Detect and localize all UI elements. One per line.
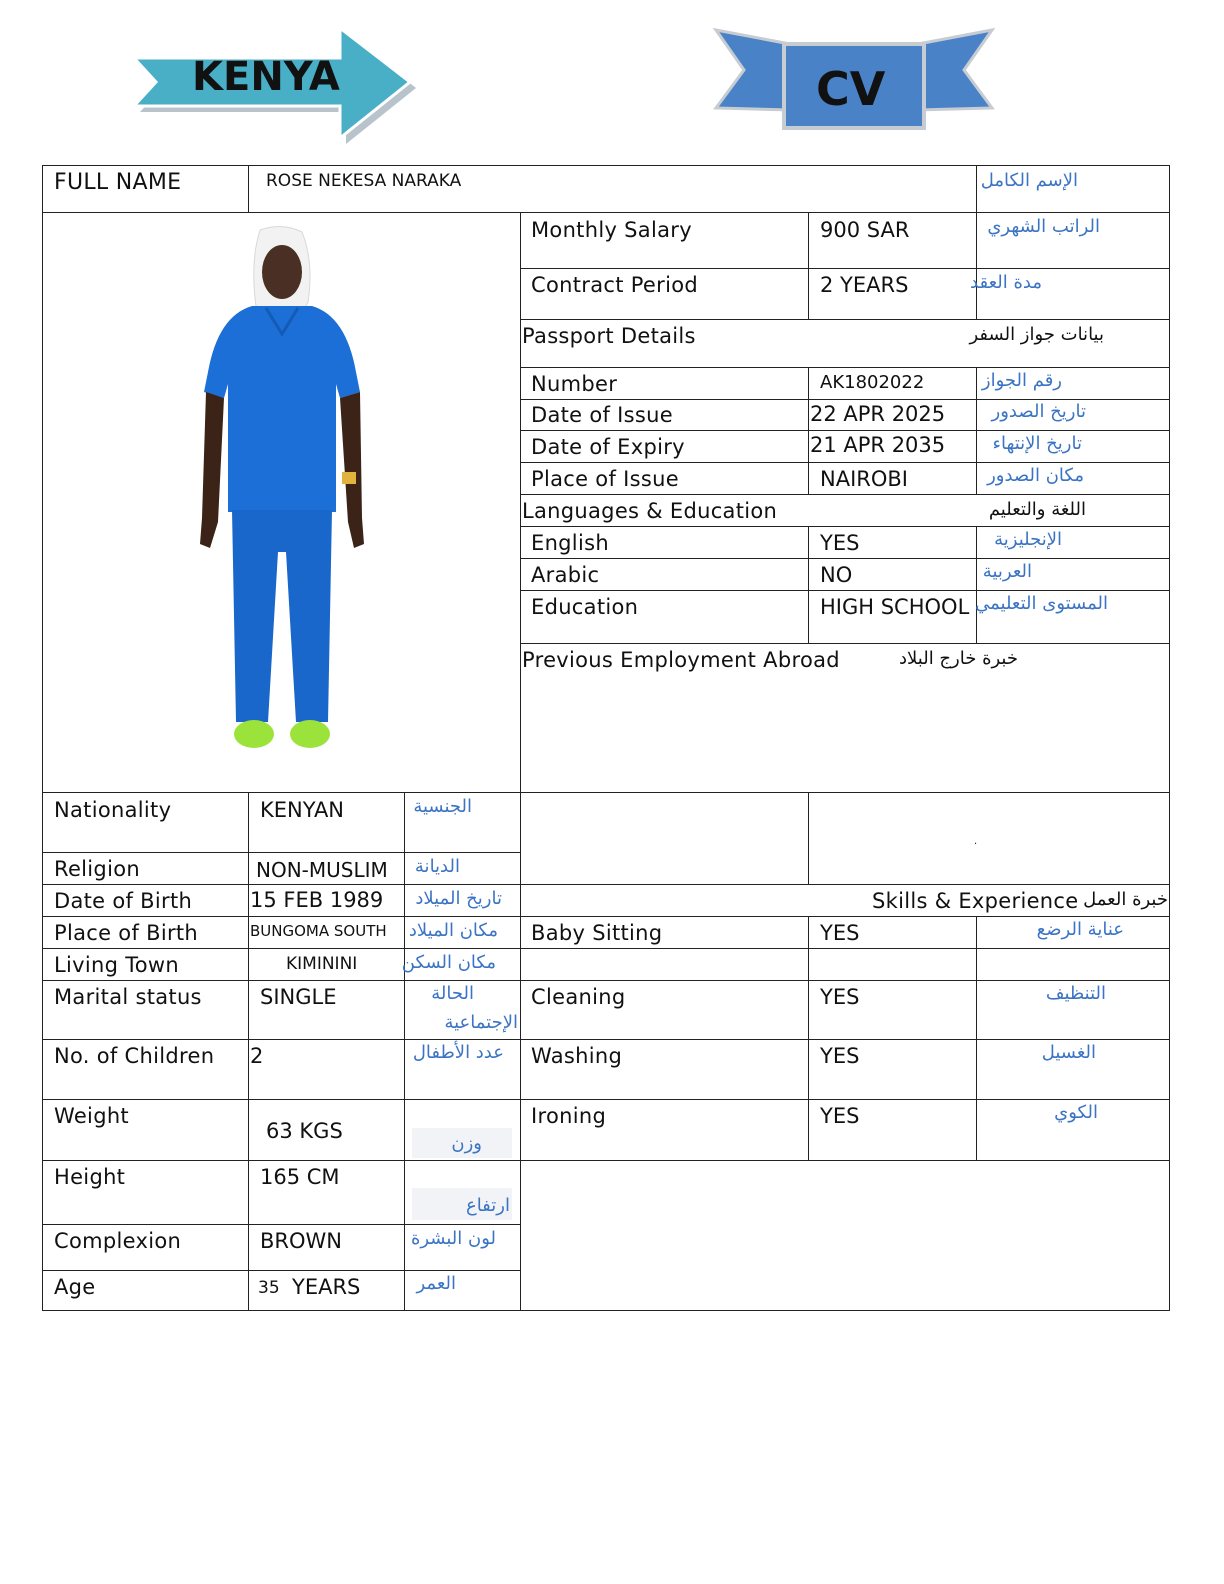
monthly-salary-value: 900 SAR (820, 218, 910, 242)
weight-value: 63 KGS (266, 1119, 343, 1143)
full-name-value: ROSE NEKESA NARAKA (266, 171, 462, 191)
skills-section-title: Skills & Experience (872, 889, 1079, 913)
age-value-unit: YEARS (292, 1275, 361, 1299)
nationality-label: Nationality (54, 798, 172, 822)
complexion-value: BROWN (260, 1229, 343, 1253)
candidate-photo (190, 222, 374, 762)
baby-sitting-arabic: عناية الرضع (1036, 919, 1124, 940)
education-value: HIGH SCHOOL (820, 595, 970, 619)
cleaning-label: Cleaning (531, 985, 626, 1009)
cv-banner-text: CV (816, 62, 886, 116)
english-value: YES (820, 531, 860, 555)
living-town-arabic: مكان السكن (401, 952, 496, 973)
date-of-birth-label: Date of Birth (54, 889, 193, 913)
cleaning-value: YES (820, 985, 860, 1009)
marital-status-label: Marital status (54, 985, 202, 1009)
nationality-arabic: الجنسية (413, 796, 472, 817)
passport-expiry-date-value: 21 APR 2035 (810, 433, 946, 457)
english-label: English (531, 531, 609, 555)
passport-section-title-arabic: بيانات جواز السفر (969, 324, 1104, 345)
passport-issue-date-label: Date of Issue (531, 403, 673, 427)
cv-ribbon-banner (712, 24, 996, 136)
passport-place-arabic: مكان الصدور (987, 465, 1084, 486)
passport-number-arabic: رقم الجواز (981, 370, 1062, 391)
full-name-arabic: الإسم الكامل (980, 170, 1078, 191)
education-arabic: المستوى التعليمي (975, 593, 1108, 614)
height-label: Height (54, 1165, 126, 1189)
full-name-label: FULL NAME (54, 170, 182, 195)
passport-issue-date-arabic: تاريخ الصدور (991, 401, 1086, 422)
religion-label: Religion (54, 857, 140, 881)
passport-number-value: AK1802022 (820, 372, 925, 393)
previous-employment-title: Previous Employment Abroad (522, 648, 840, 672)
living-town-value: KIMININI (286, 954, 358, 974)
date-of-birth-value: 15 FEB 1989 (250, 888, 384, 912)
place-of-birth-arabic: مكان الميلاد (408, 920, 498, 941)
living-town-label: Living Town (54, 953, 180, 977)
languages-section-title-arabic: اللغة والتعليم (988, 499, 1086, 520)
baby-sitting-value: YES (820, 921, 860, 945)
children-value: 2 (250, 1044, 264, 1068)
ironing-arabic: الكوي (1054, 1102, 1098, 1123)
nationality-value: KENYAN (260, 798, 345, 822)
children-arabic: عدد الأطفال (412, 1042, 504, 1063)
passport-issue-date-value: 22 APR 2025 (810, 402, 946, 426)
religion-value: NON-MUSLIM (256, 858, 388, 882)
contract-period-arabic: مدة العقد (970, 272, 1042, 293)
weight-arabic: وزن (451, 1133, 482, 1154)
height-arabic: ارتفاع (465, 1195, 510, 1216)
passport-number-label: Number (531, 372, 618, 396)
marital-status-value: SINGLE (260, 985, 337, 1009)
complexion-label: Complexion (54, 1229, 182, 1253)
country-arrow-banner (128, 24, 420, 148)
marital-status-arabic: الحالة (431, 983, 474, 1004)
contract-period-value: 2 YEARS (820, 273, 909, 297)
passport-place-value: NAIROBI (820, 467, 908, 491)
washing-label: Washing (531, 1044, 623, 1068)
height-value: 165 CM (260, 1165, 340, 1189)
arabic-label: Arabic (531, 563, 600, 587)
contract-period-label: Contract Period (531, 273, 698, 297)
passport-section-title: Passport Details (522, 324, 696, 348)
monthly-salary-label: Monthly Salary (531, 218, 692, 242)
baby-sitting-label: Baby Sitting (531, 921, 663, 945)
ironing-value: YES (820, 1104, 860, 1128)
education-label: Education (531, 595, 639, 619)
weight-label: Weight (54, 1104, 129, 1128)
date-of-birth-arabic: تاريخ الميلاد (415, 888, 502, 909)
washing-arabic: الغسيل (1041, 1042, 1096, 1063)
complexion-arabic: لون البشرة (410, 1228, 496, 1249)
arabic-arabic: العربية (982, 561, 1032, 582)
skills-section-title-arabic: خبرة العمل (1083, 889, 1168, 910)
place-of-birth-label: Place of Birth (54, 921, 199, 945)
passport-expiry-date-arabic: تاريخ الإنتهاء (992, 433, 1082, 454)
washing-value: YES (820, 1044, 860, 1068)
passport-place-label: Place of Issue (531, 467, 679, 491)
monthly-salary-arabic: الراتب الشهري (987, 216, 1100, 237)
children-label: No. of Children (54, 1044, 215, 1068)
ironing-label: Ironing (531, 1104, 607, 1128)
english-arabic: الإنجليزية (994, 529, 1062, 550)
place-of-birth-value: BUNGOMA SOUTH (250, 922, 387, 940)
arabic-value: NO (820, 563, 853, 587)
previous-employment-title-arabic: خبرة خارج البلاد (899, 648, 1018, 669)
country-banner-text: KENYA (192, 54, 340, 100)
religion-arabic: الديانة (414, 856, 460, 877)
age-label: Age (54, 1275, 96, 1299)
passport-expiry-date-label: Date of Expiry (531, 435, 685, 459)
cleaning-arabic: التنظيف (1045, 983, 1106, 1004)
marital-status-arabic-line2: الإجتماعية (444, 1012, 518, 1033)
age-value-number: 35 (258, 1278, 280, 1298)
age-arabic: العمر (416, 1273, 456, 1294)
empty-cell-dot: . (974, 836, 978, 847)
languages-section-title: Languages & Education (522, 499, 778, 523)
